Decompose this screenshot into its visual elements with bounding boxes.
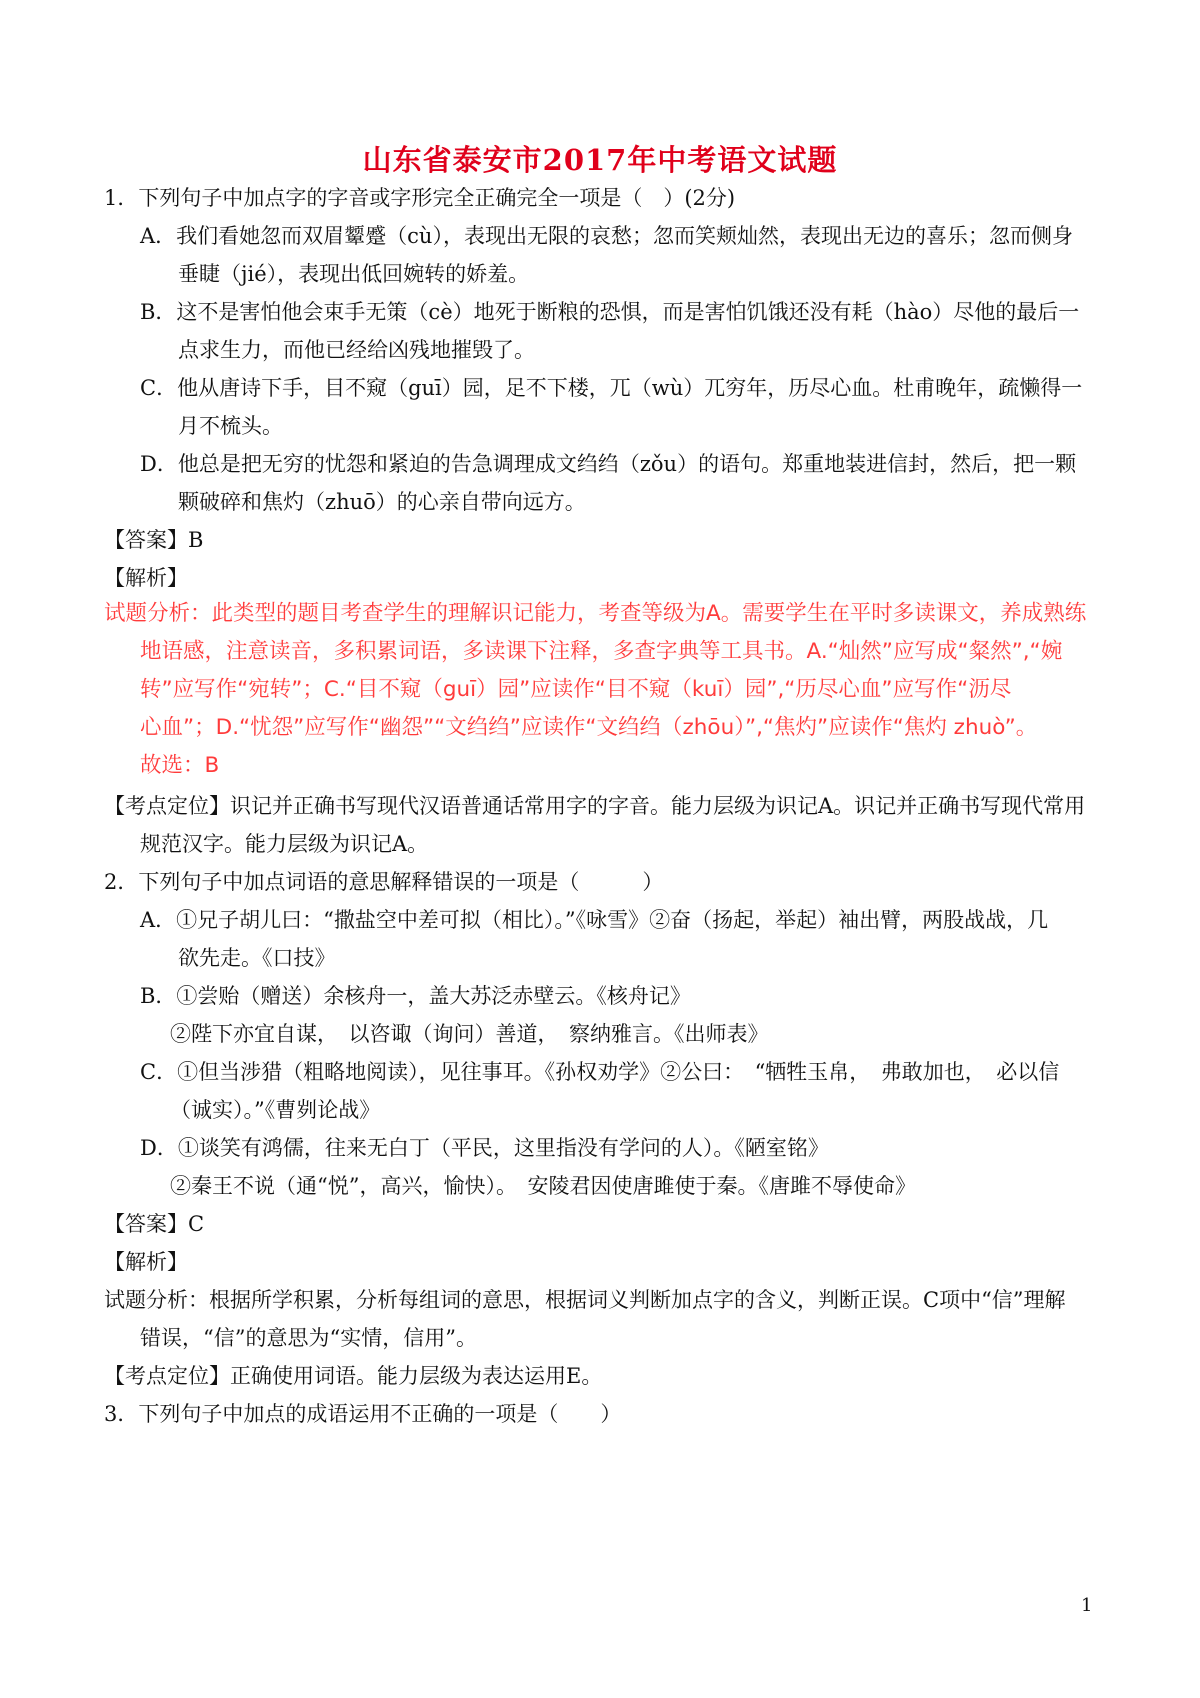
q1-option-a-line1: A．我们看她忽而双眉颦蹙（cù），表现出无限的哀愁；忽而笑颊灿然，表现出无边的喜乐；忽而侧身	[140, 224, 1073, 248]
q2-kaodian: 【考点定位】正确使用词语。能力层级为表达运用E。	[104, 1364, 603, 1388]
q2-option-b-line2: ②陛下亦宜自谋， 以咨诹（询问）善道， 察纳雅言。《出师表》	[170, 1022, 769, 1046]
q2-answer: 【答案】C	[104, 1212, 205, 1236]
q2-option-b-line1: B．①尝贻（赠送）余核舟一，盖大苏泛赤壁云。《核舟记》	[140, 984, 691, 1008]
page-number: 1	[1081, 1595, 1093, 1616]
q1-option-b-line1: B．这不是害怕他会束手无策（cè）地死于断粮的恐惧，而是害怕饥饿还没有耗（hào）尽他的最后一	[140, 300, 1080, 324]
question-1-stem: 1．下列句子中加点字的字音或字形完全正确完全一项是（ ）(2分)	[104, 186, 736, 210]
q2-option-a-line2: 欲先走。《口技》	[178, 946, 336, 970]
q2-option-c-line1: C．①但当涉猎（粗略地阅读），见往事耳。《孙权劝学》②公曰： “牺牲玉帛， 弗敢加也， 必以信	[140, 1060, 1060, 1084]
q1-answer: 【答案】B	[104, 528, 204, 552]
q1-analysis-line3: 转”应写作“宛转”；C.“目不窥（guī）园”应读作“目不窥（kuī）园”,“历尽心血”应写作“沥尽	[140, 677, 1012, 702]
q1-kaodian-line1: 【考点定位】识记并正确书写现代汉语普通话常用字的字音。能力层级为识记A。识记并正确书写现代常用	[104, 794, 1086, 818]
q2-analysis-heading: 【解析】	[104, 1250, 188, 1274]
q2-analysis-line2: 错误，“信”的意思为“实情，信用”。	[140, 1326, 477, 1350]
question-3-stem: 3．下列句子中加点的成语运用不正确的一项是（ ）	[104, 1402, 622, 1426]
q1-analysis-line5: 故选：B	[140, 753, 220, 778]
q2-option-c-line2: （诚实）。”《曹刿论战》	[170, 1098, 381, 1122]
q1-analysis-heading: 【解析】	[104, 566, 188, 590]
q1-option-d-line2: 颗破碎和焦灼（zhuō）的心亲自带向远方。	[178, 490, 586, 514]
q1-option-d-line1: D．他总是把无穷的忧怨和紧迫的告急调理成文绉绉（zǒu）的语句。郑重地装进信封，然后，把一颗	[140, 452, 1077, 476]
q1-option-c-line2: 月不梳头。	[178, 414, 283, 438]
q1-analysis-line4: 心血”；D.“忧怨”应写作“幽怨”“文绉绉”应读作“文绉绉（zhōu）”,“焦灼”应读作“焦灼 zhuò”。	[140, 715, 1038, 740]
question-2-stem: 2．下列句子中加点词语的意思解释错误的一项是（ ）	[104, 870, 664, 894]
q2-option-d-line2: ②秦王不说（通“悦”，高兴，愉快）。 安陵君因使唐雎使于秦。《唐雎不辱使命》	[170, 1174, 916, 1198]
q1-option-c-line1: C．他从唐诗下手，目不窥（guī）园，足不下楼，兀（wù）兀穷年，历尽心血。杜甫晚年，疏懒得一	[140, 376, 1083, 400]
q1-analysis-line2: 地语感，注意读音，多积累词语，多读课下注释，多查字典等工具书。A.“灿然”应写成“粲然”,“婉	[140, 639, 1063, 664]
q1-analysis-line1: 试题分析：此类型的题目考查学生的理解识记能力，考查等级为A。需要学生在平时多读课文，养成熟练	[104, 601, 1087, 626]
q2-option-d-line1: D．①谈笑有鸿儒，往来无白丁（平民，这里指没有学问的人）。《陋室铭》	[140, 1136, 829, 1160]
q2-analysis-line1: 试题分析：根据所学积累，分析每组词的意思，根据词义判断加点字的含义，判断正误。C项中“信”理解	[104, 1288, 1066, 1312]
q2-option-a-line1: A．①兄子胡儿曰：“撒盐空中差可拟（相比）。”《咏雪》②奋（扬起，举起）袖出臂，两股战战，几	[140, 908, 1049, 932]
q1-option-a-line2: 垂睫（jié），表现出低回婉转的娇羞。	[178, 262, 530, 286]
q1-kaodian-line2: 规范汉字。能力层级为识记A。	[140, 832, 429, 856]
page-title: 山东省泰安市2017年中考语文试题	[362, 143, 838, 177]
q1-option-b-line2: 点求生力，而他已经给凶残地摧毁了。	[178, 338, 535, 362]
